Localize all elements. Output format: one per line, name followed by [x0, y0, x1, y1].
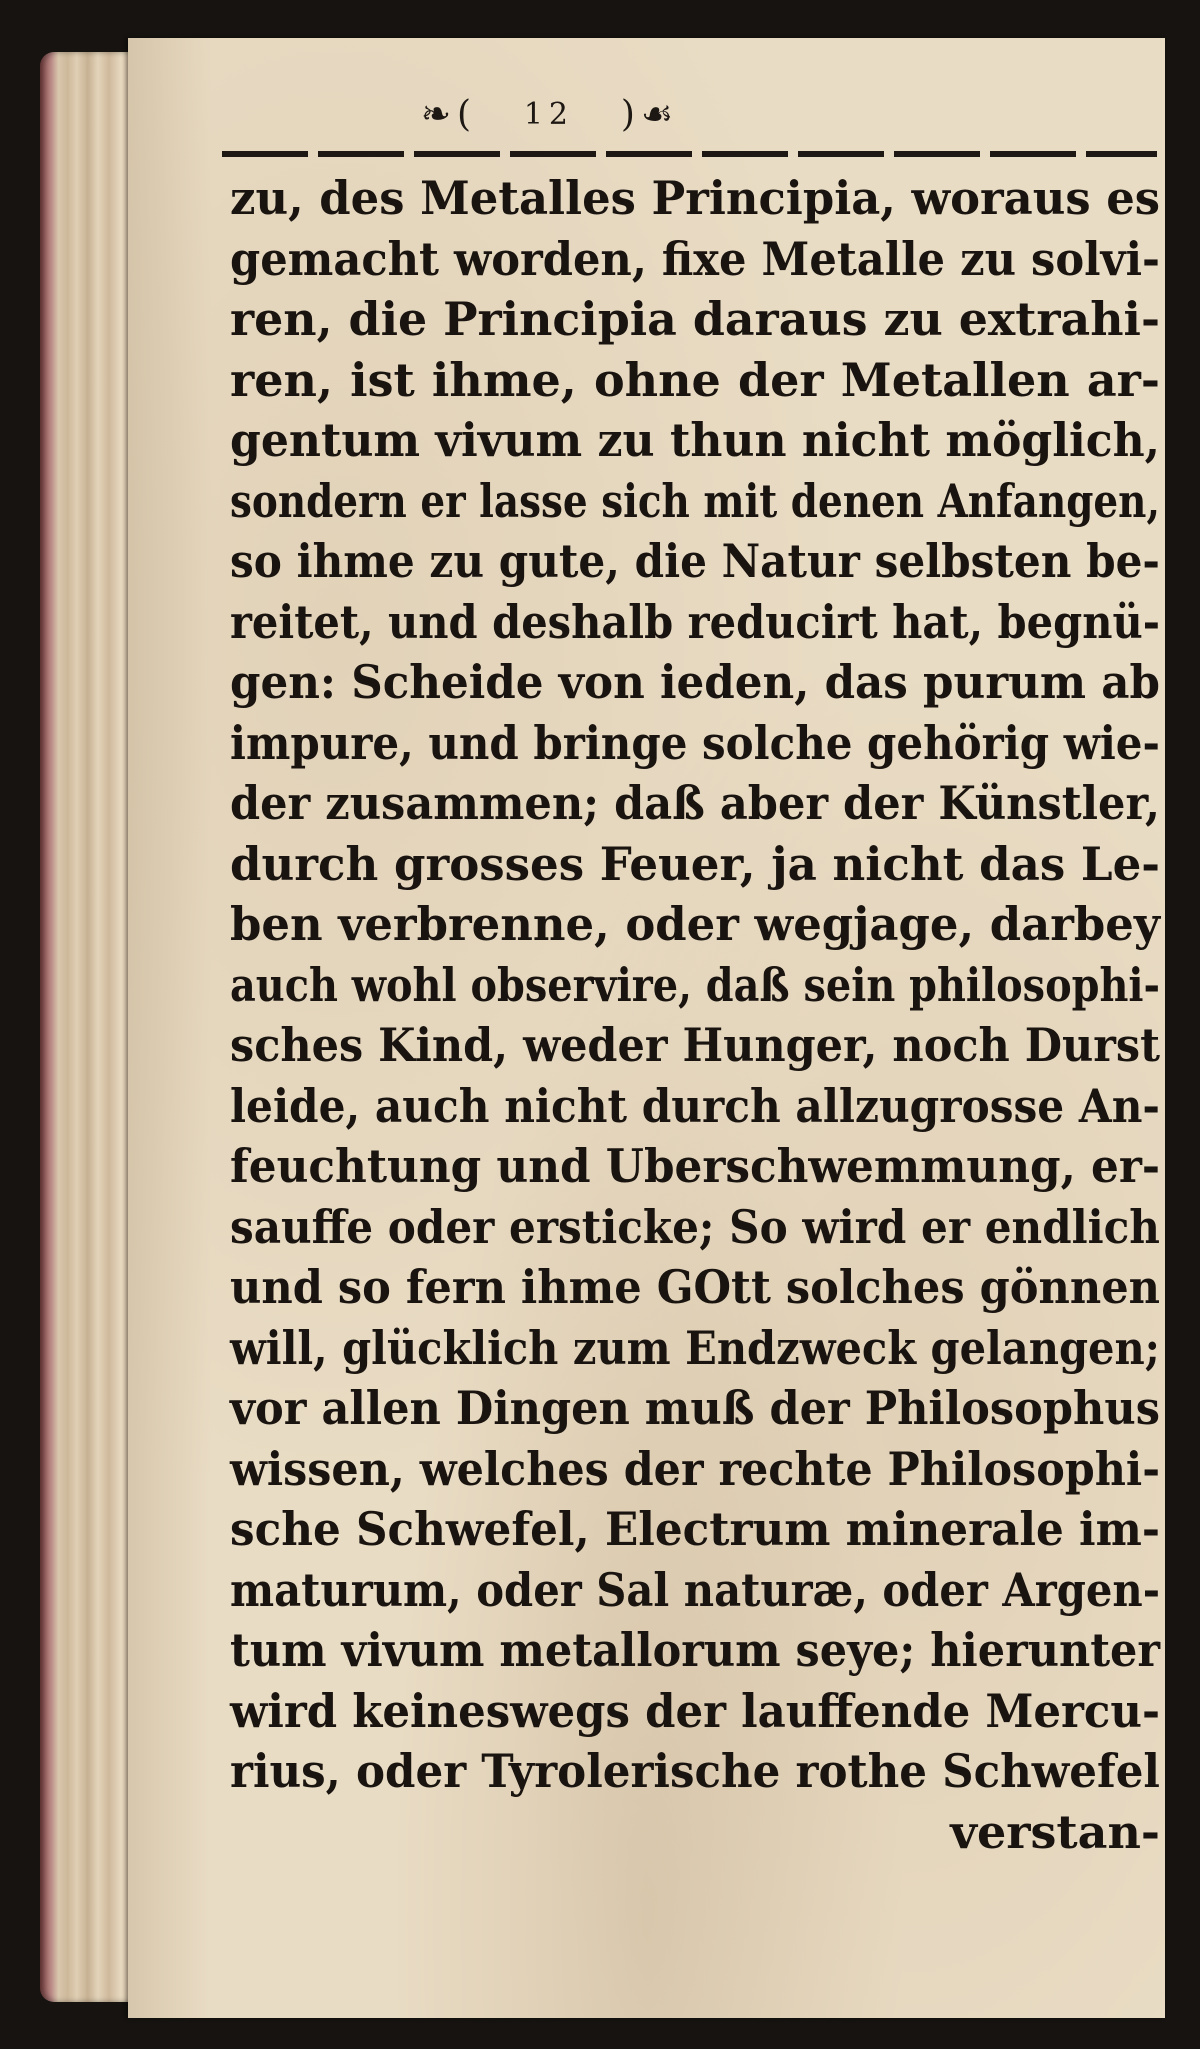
text-line: der zusammen; daß aber der Künstler,	[230, 776, 1161, 830]
text-line: wird keineswegs der lauffende Mercu-	[230, 1683, 1160, 1738]
text-line: gemacht worden, fixe Metalle zu solvi-	[230, 231, 1160, 286]
text-line: tum vivum metallorum seye; hierunter	[230, 1623, 1161, 1677]
text-line: wissen, welches der rechte Philosophi-	[230, 1441, 1160, 1496]
text-line: so ihme zu gute, die Natur selbsten be-	[230, 534, 1160, 588]
text-line: gentum vivum zu thun nicht möglich,	[230, 413, 1161, 467]
text-line: impure, und bringe solche gehörig wie-	[230, 715, 1160, 770]
text-line: will, glücklich zum Endzweck gelangen;	[230, 1320, 1161, 1375]
text-line: rius, oder Tyrolerische rothe Schwefel	[230, 1744, 1160, 1798]
text-line: maturum, oder Sal naturæ, oder Argen-	[230, 1562, 1161, 1617]
right-ornament-icon: )☙	[620, 94, 680, 135]
running-header	[200, 88, 900, 138]
text-line: feuchtung und Uberschwemmung, er-	[230, 1139, 1161, 1193]
text-line: auch wohl observire, daß sein philosophi-	[230, 957, 1161, 1012]
text-line: und so fern ihme GOtt solches gönnen	[230, 1260, 1160, 1314]
text-line: ben verbrenne, oder wegjage, darbey	[230, 897, 1160, 951]
catchword: verstan-	[950, 1804, 1160, 1859]
left-ornament-icon: ❧(	[420, 94, 478, 135]
text-line: vor allen Dingen muß der Philosophus	[230, 1381, 1160, 1435]
body-text	[230, 168, 1160, 1862]
text-line: sche Schwefel, Electrum minerale im-	[230, 1502, 1161, 1556]
text-line: sondern er lasse sich mit denen Anfangen,	[230, 473, 1160, 528]
page-number: 12	[523, 97, 575, 132]
text-line: reitet, und deshalb reducirt hat, begnü-	[230, 594, 1160, 649]
text-line: leide, auch nicht durch allzugrosse An-	[230, 1078, 1160, 1133]
text-line: ren, ist ihme, ohne der Metallen ar-	[230, 352, 1160, 407]
text-line: zu, des Metalles Principia, woraus es	[230, 171, 1161, 225]
text-line: sauffe oder ersticke; So wird er endlich	[230, 1199, 1160, 1254]
text-line: sches Kind, weder Hunger, noch Durst	[230, 1018, 1161, 1072]
page-edges	[40, 52, 132, 2002]
text-line: gen: Scheide von ieden, das purum ab	[230, 655, 1160, 709]
text-line: ren, die Principia daraus zu extrahi-	[230, 292, 1160, 346]
header-rule	[222, 151, 1157, 157]
text-line: durch grosses Feuer, ja nicht das Le-	[230, 836, 1161, 891]
